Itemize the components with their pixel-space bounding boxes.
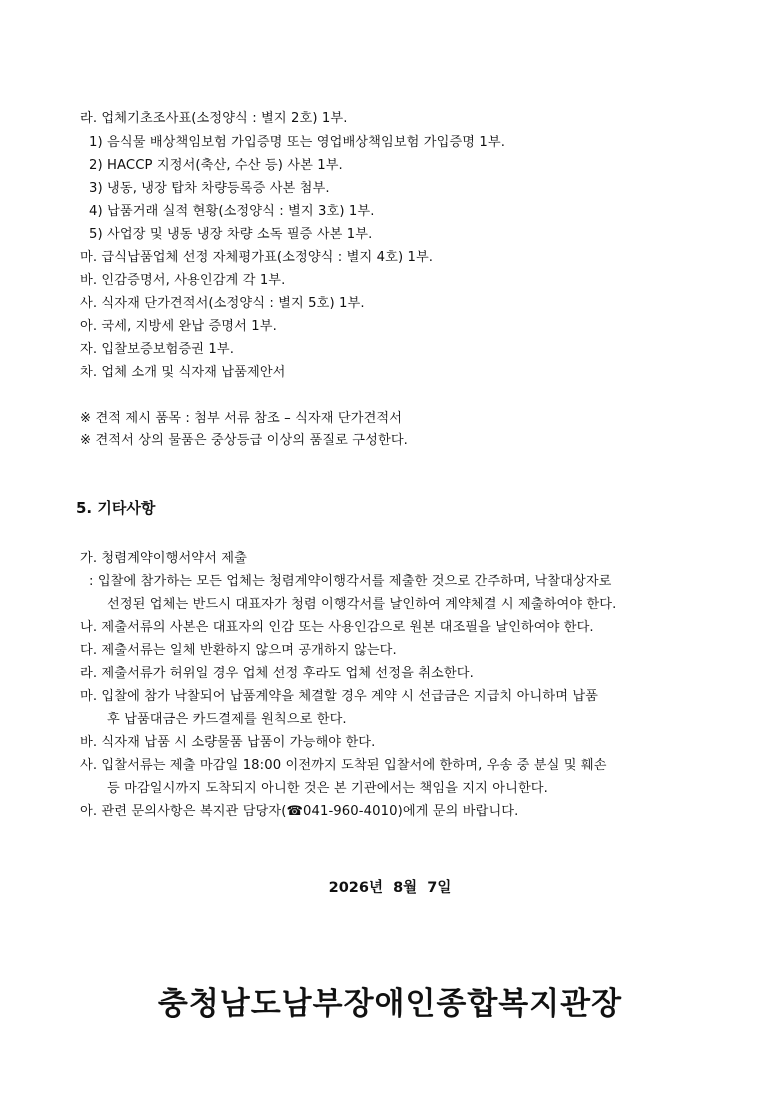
- section5-item-ma-cont: 후 납품대금은 카드결제를 원칙으로 한다.: [107, 712, 347, 727]
- organization-name: 충청남도남부장애인종합복지관장: [157, 986, 623, 1022]
- note-quote-items: ※ 견적 제시 품목 : 첨부 서류 참조 – 식자재 단가견적서: [80, 411, 403, 426]
- attachment-item-ba: 바. 인감증명서, 사용인감계 각 1부.: [80, 273, 286, 288]
- attachment-subitem-5: 5) 사업장 및 냉동 냉장 차량 소독 필증 사본 1부.: [89, 227, 373, 242]
- section5-item-ga-detail-cont: 선정된 업체는 반드시 대표자가 청렴 이행각서를 날인하여 계약체결 시 제출하여야 한다.: [107, 597, 617, 612]
- section5-item-ba: 바. 식자재 납품 시 소량물품 납품이 가능해야 한다.: [80, 735, 376, 750]
- note-quality: ※ 견적서 상의 물품은 중상등급 이상의 품질로 구성한다.: [80, 433, 408, 448]
- attachment-subitem-1: 1) 음식물 배상책임보험 가입증명 또는 영업배상책임보험 가입증명 1부.: [89, 135, 506, 150]
- attachment-item-ma: 마. 급식납품업체 선정 자체평가표(소정양식 : 별지 4호) 1부.: [80, 250, 434, 265]
- section5-item-sa-cont: 등 마감일시까지 도착되지 아니한 것은 본 기관에서는 책임을 지지 아니한다.: [107, 781, 548, 796]
- section5-item-a-contact: 아. 관련 문의사항은 복지관 담당자(☎041-960-4010)에게 문의 바랍니다.: [80, 804, 519, 819]
- attachment-item-ja: 자. 입찰보증보험증권 1부.: [80, 342, 235, 357]
- attachment-subitem-4: 4) 납품거래 실적 현황(소정양식 : 별지 3호) 1부.: [89, 204, 375, 219]
- section5-item-ga-detail: : 입찰에 참가하는 모든 업체는 청렴계약이행각서를 제출한 것으로 간주하며, 낙찰대상자로: [89, 574, 612, 589]
- attachment-item-a: 아. 국세, 지방세 완납 증명서 1부.: [80, 319, 277, 334]
- section5-item-ma: 마. 입찰에 참가 낙찰되어 납품계약을 체결할 경우 계약 시 선급금은 지급치 아니하며 납품: [80, 689, 599, 704]
- section5-item-ra: 라. 제출서류가 허위일 경우 업체 선정 후라도 업체 선정을 취소한다.: [80, 666, 474, 681]
- section5-item-sa: 사. 입찰서류는 제출 마감일 18:00 이전까지 도착된 입찰서에 한하며, 우송 중 분실 및 훼손: [80, 758, 607, 773]
- attachment-item-sa: 사. 식자재 단가견적서(소정양식 : 별지 5호) 1부.: [80, 296, 365, 311]
- attachment-item-cha: 차. 업체 소개 및 식자재 납품제안서: [80, 365, 286, 380]
- section5-item-da: 다. 제출서류는 일체 반환하지 않으며 공개하지 않는다.: [80, 643, 397, 658]
- section-heading-other: 5. 기타사항: [76, 499, 156, 517]
- section5-item-na: 나. 제출서류의 사본은 대표자의 인감 또는 사용인감으로 원본 대조필을 날인하여야 한다.: [80, 620, 594, 635]
- section5-item-ga: 가. 청렴계약이행서약서 제출: [80, 551, 247, 566]
- attachment-subitem-2: 2) HACCP 지정서(축산, 수산 등) 사본 1부.: [89, 158, 343, 173]
- attachment-subitem-3: 3) 냉동, 냉장 탑차 차량등록증 사본 첨부.: [89, 181, 330, 196]
- document-date: 2026년 8월 7일: [328, 880, 452, 896]
- attachment-item-ra: 라. 업체기초조사표(소정양식 : 별지 2호) 1부.: [80, 111, 348, 126]
